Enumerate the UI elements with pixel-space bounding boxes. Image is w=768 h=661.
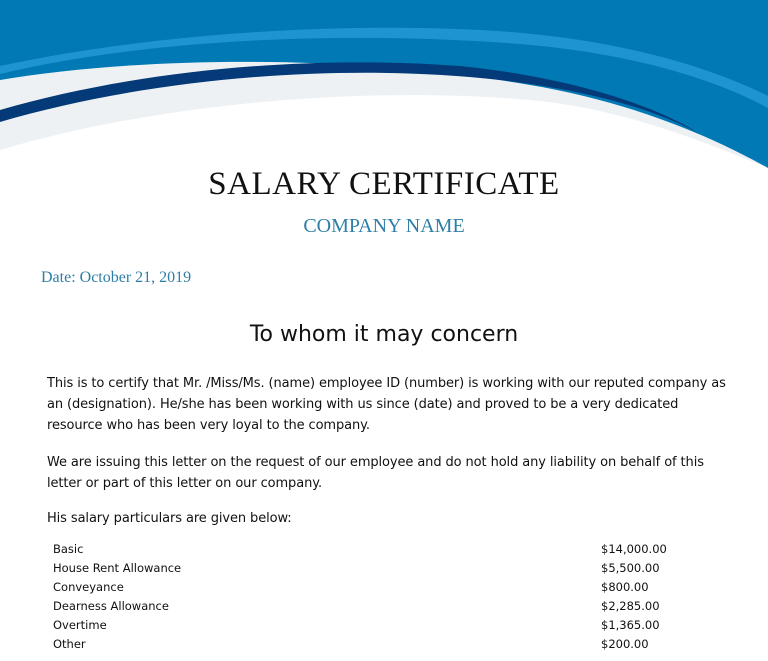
salary-amount: $5,500.00: [601, 561, 660, 575]
salary-amount: $14,000.00: [601, 542, 667, 556]
salary-row-overtime: [53, 618, 693, 637]
certificate-date: Date: October 21, 2019: [41, 269, 192, 286]
salary-label: Overtime: [53, 618, 107, 632]
salary-row-dearness: [53, 599, 693, 618]
salary-amount: $200.00: [601, 637, 649, 651]
certificate-title: SALARY CERTIFICATE: [208, 166, 560, 202]
salary-row-basic: [53, 542, 693, 561]
salary-intro-paragraph: His salary particulars are given below:: [47, 511, 292, 526]
company-name: COMPANY NAME: [303, 215, 465, 237]
salary-label: Dearness Allowance: [53, 599, 169, 613]
certification-paragraph: This is to certify that Mr. /Miss/Ms. (name) employee ID (number) is working with our reputed company as an (designation). He/she has been working with us since (date) and proved to be a very dedicated resource who has been very loyal to the company.: [47, 376, 726, 433]
salutation: To whom it may concern: [249, 322, 519, 347]
salary-label: Conveyance: [53, 580, 124, 594]
salary-particulars-table: [53, 542, 693, 656]
salary-amount: $2,285.00: [601, 599, 660, 613]
salary-row-house-rent: [53, 561, 693, 580]
liability-paragraph: We are issuing this letter on the request of our employee and do not hold any liability on behalf of this letter or part of this letter on our company.: [47, 455, 704, 491]
salary-row-other: [53, 637, 693, 656]
salary-amount: $800.00: [601, 580, 649, 594]
salary-amount: $1,365.00: [601, 618, 660, 632]
salary-label: House Rent Allowance: [53, 561, 182, 575]
salary-row-conveyance: [53, 580, 693, 599]
salary-label: Basic: [53, 542, 84, 556]
salary-label: Other: [53, 637, 86, 651]
